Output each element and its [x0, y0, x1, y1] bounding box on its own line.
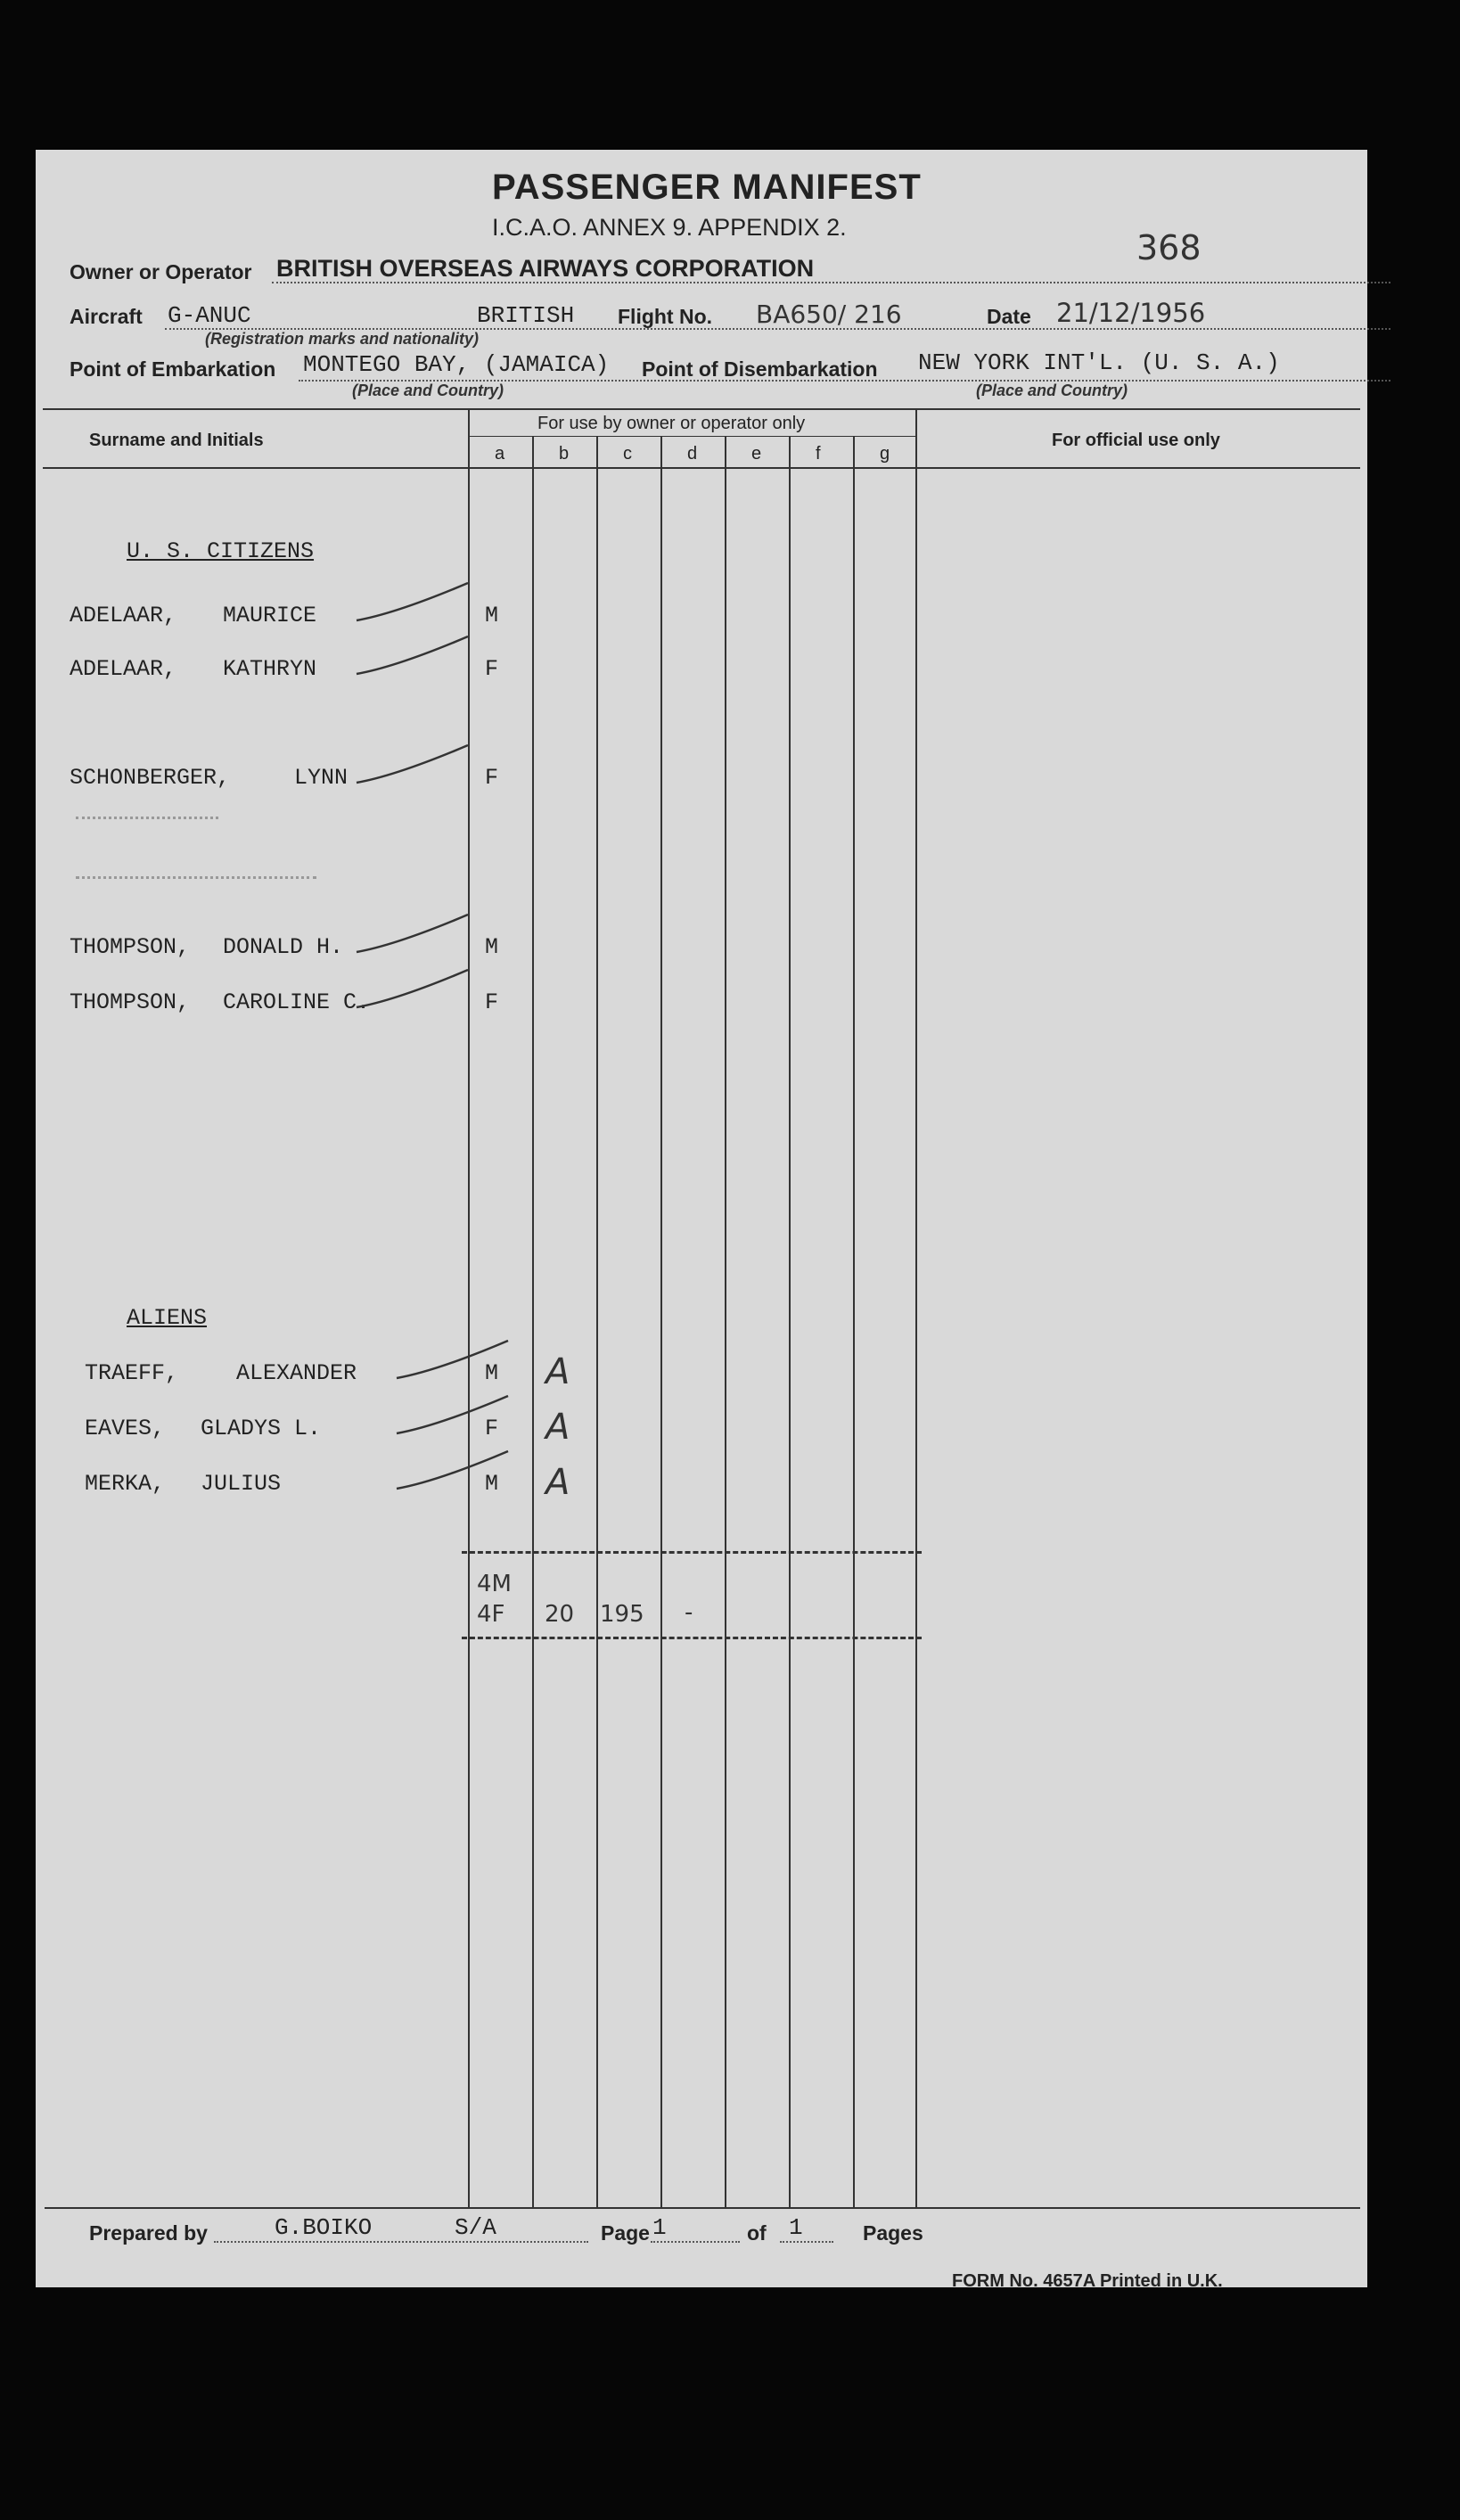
flight-value: BA650/ 216: [756, 300, 902, 329]
column-divider: [725, 436, 726, 2207]
passenger-surname: TRAEFF,: [85, 1360, 179, 1386]
prepared-by-label: Prepared by: [89, 2221, 208, 2245]
footer-rule: [45, 2207, 1360, 2209]
date-label: Date: [987, 305, 1031, 328]
passenger-surname: EAVES,: [85, 1416, 166, 1441]
pages-label: Pages: [863, 2221, 923, 2245]
total-column-c: 195: [600, 1601, 644, 1628]
column-divider: [915, 408, 917, 2207]
passenger-given-names: GLADYS L.: [201, 1416, 322, 1441]
passenger-given-names: DONALD H.: [223, 934, 344, 960]
embark-value: MONTEGO BAY, (JAMAICA): [303, 351, 610, 378]
check-mark-icon: [352, 964, 477, 1018]
owner-columns-rule: [468, 436, 915, 437]
form-title: PASSENGER MANIFEST: [492, 168, 922, 207]
passenger-sex: M: [485, 1360, 499, 1386]
column-divider: [596, 436, 598, 2207]
passenger-surname: ADELAAR,: [70, 656, 177, 682]
totals-bottom-rule: [462, 1637, 922, 1639]
disembark-value: NEW YORK INT'L. (U. S. A.): [918, 349, 1280, 376]
section-us-citizens: U. S. CITIZENS: [127, 538, 315, 564]
flight-label: Flight No.: [618, 305, 713, 328]
owner-value: BRITISH OVERSEAS AIRWAYS CORPORATION: [276, 255, 815, 282]
passenger-given-names: CAROLINE C.: [223, 989, 371, 1015]
place-note-disembark: (Place and Country): [976, 382, 1128, 399]
total-column-b: 20: [545, 1601, 575, 1628]
manifest-sheet: [36, 150, 1367, 2291]
form-number: FORM No. 4657A Printed in U.K.: [952, 2271, 1223, 2291]
owner-dotline: [272, 282, 1390, 283]
alien-mark: A: [545, 1462, 570, 1503]
form-subtitle: I.C.A.O. ANNEX 9. APPENDIX 2.: [492, 214, 847, 241]
total-female: 4F: [477, 1601, 505, 1628]
prepared-by-dotline: [214, 2241, 588, 2243]
passenger-sex: F: [485, 989, 499, 1015]
passenger-sex: M: [485, 1471, 499, 1497]
page-label: Page: [601, 2221, 650, 2245]
passenger-surname: THOMPSON,: [70, 934, 191, 960]
check-mark-icon: [352, 578, 477, 631]
table-top-rule: [43, 408, 1360, 410]
owner-label: Owner or Operator: [70, 260, 252, 283]
date-value: 21/12/1956: [1056, 298, 1206, 328]
column-letter-a: a: [495, 444, 505, 464]
total-male: 4M: [477, 1571, 512, 1597]
prepared-by-role: S/A: [455, 2214, 496, 2241]
aircraft-value: G-ANUC: [168, 302, 251, 329]
check-mark-icon: [352, 740, 477, 793]
passenger-sex: F: [485, 656, 499, 682]
nationality-value: BRITISH: [477, 302, 575, 329]
column-divider: [853, 436, 855, 2207]
passenger-sex: F: [485, 765, 499, 791]
place-note-embark: (Place and Country): [352, 382, 504, 399]
of-dotline: [780, 2241, 833, 2243]
passenger-given-names: LYNN: [294, 765, 349, 791]
column-letter-g: g: [880, 444, 890, 464]
passenger-sex: M: [485, 603, 499, 628]
check-mark-icon: [392, 1391, 517, 1444]
passenger-sex: F: [485, 1416, 499, 1441]
passenger-sex: M: [485, 934, 499, 960]
passenger-surname: MERKA,: [85, 1471, 166, 1497]
passenger-surname: THOMPSON,: [70, 989, 191, 1015]
check-mark-icon: [352, 909, 477, 963]
passenger-surname: SCHONBERGER,: [70, 765, 231, 791]
registration-note: (Registration marks and nationality): [205, 330, 480, 348]
table-header-rule: [43, 467, 1360, 469]
column-letter-b: b: [559, 444, 570, 464]
passenger-surname: ADELAAR,: [70, 603, 177, 628]
disembark-label: Point of Disembarkation: [642, 357, 878, 381]
column-letter-c: c: [623, 444, 632, 464]
page-dotline: [651, 2241, 740, 2243]
column-divider: [660, 436, 662, 2207]
passenger-given-names: KATHRYN: [223, 656, 317, 682]
check-mark-icon: [352, 631, 477, 685]
official-use-header: For official use only: [1052, 431, 1220, 450]
surname-column-header: Surname and Initials: [89, 431, 264, 450]
passenger-given-names: ALEXANDER: [236, 1360, 357, 1386]
owner-use-header: For use by owner or operator only: [537, 414, 806, 433]
page-value: 1: [652, 2214, 667, 2241]
column-letter-f: f: [816, 444, 821, 464]
embark-label: Point of Embarkation: [70, 357, 276, 381]
prepared-by-value: G.BOIKO: [275, 2214, 373, 2241]
aircraft-label: Aircraft: [70, 305, 143, 328]
totals-top-rule: [462, 1551, 922, 1554]
passenger-given-names: JULIUS: [201, 1471, 282, 1497]
column-letter-d: d: [687, 444, 698, 464]
section-aliens: ALIENS: [127, 1305, 208, 1331]
faded-text-smudge: [76, 876, 316, 882]
alien-mark: A: [545, 1407, 570, 1448]
column-divider: [789, 436, 791, 2207]
check-mark-icon: [392, 1335, 517, 1389]
check-mark-icon: [392, 1446, 517, 1499]
passenger-given-names: MAURICE: [223, 603, 317, 628]
faded-text-smudge: [76, 817, 218, 822]
of-value: 1: [789, 2214, 803, 2241]
column-divider: [532, 436, 534, 2207]
alien-mark: A: [545, 1351, 570, 1392]
page-stamp: 368: [1136, 228, 1202, 267]
column-letter-e: e: [751, 444, 762, 464]
of-label: of: [747, 2221, 767, 2245]
total-column-d: -: [685, 1599, 693, 1626]
